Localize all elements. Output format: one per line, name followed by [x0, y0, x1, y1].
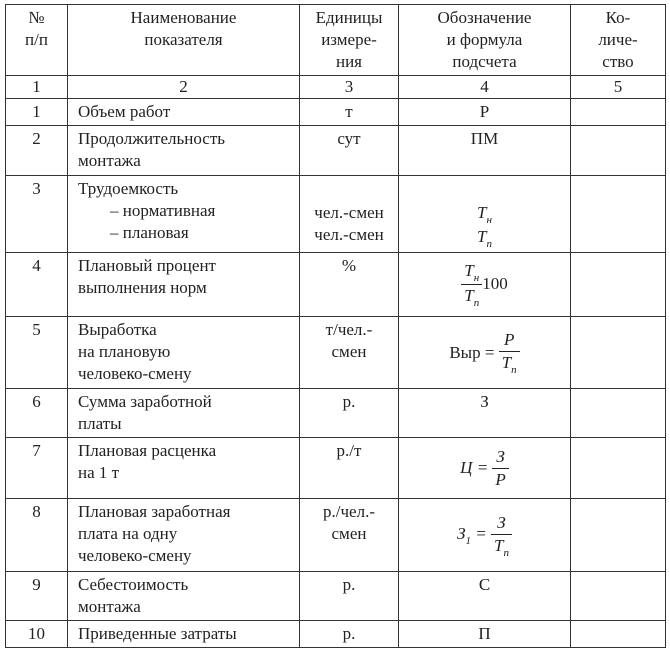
formula-fraction: $\frac{З}{P}$: [492, 446, 508, 491]
row-formula: З: [399, 389, 571, 438]
row-quantity: [571, 126, 666, 175]
row-quantity: [571, 316, 666, 388]
table-row: [6, 126, 666, 175]
table-row: [6, 571, 666, 620]
row-quantity: [571, 620, 666, 647]
row-quantity: [571, 175, 666, 252]
column-numbers-row: [6, 76, 666, 99]
row-number: 5: [6, 316, 68, 388]
row-unit: сут: [300, 126, 399, 175]
table-row: [6, 99, 666, 126]
row-number: 10: [6, 620, 68, 647]
row-formula: $З_1$ = $\frac{З}{T_п}$: [399, 499, 571, 571]
row-quantity: [571, 252, 666, 316]
row-name: Продолжительность монтажа: [68, 126, 300, 175]
row-number: 7: [6, 438, 68, 499]
column-number: 5: [571, 76, 666, 99]
table-row: [6, 316, 666, 388]
row-unit: т/чел.- смен: [300, 316, 399, 388]
header-formula: Обозначение и формула подсчета: [399, 5, 571, 76]
table-row: [6, 389, 666, 438]
formula-fraction: $\frac{З}{T_п}$: [491, 512, 512, 559]
row-number: 1: [6, 99, 68, 126]
table-row: [6, 252, 666, 316]
row-quantity: [571, 499, 666, 571]
table-row: [6, 499, 666, 571]
row-formula: Ц = $\frac{З}{P}$: [399, 438, 571, 499]
row-name: Объем работ: [68, 99, 300, 126]
header-unit: Единицы измере- ния: [300, 5, 399, 76]
row-name: Плановая заработная плата на одну человеко-смену: [68, 499, 300, 571]
row-name: Приведенные затраты: [68, 620, 300, 647]
row-name: Плановая расценка на 1 т: [68, 438, 300, 499]
header-row: [6, 5, 666, 76]
row-name: Трудоемкость – нормативная – плановая: [68, 175, 300, 252]
row-number: 6: [6, 389, 68, 438]
table-row: [6, 620, 666, 647]
row-formula: ПМ: [399, 126, 571, 175]
row-formula: Выр = $\frac{P}{T_п}$: [399, 316, 571, 388]
row-unit: %: [300, 252, 399, 316]
formula-fraction: $\frac{P}{T_п}$: [499, 329, 520, 376]
row-unit: чел.-смен чел.-смен: [300, 175, 399, 252]
row-name: Себестоимость монтажа: [68, 571, 300, 620]
row-formula: П: [399, 620, 571, 647]
row-unit: р.: [300, 389, 399, 438]
column-number: 2: [68, 76, 300, 99]
column-number: 3: [300, 76, 399, 99]
row-number: 8: [6, 499, 68, 571]
row-unit: р.: [300, 571, 399, 620]
header-number: № п/п: [6, 5, 68, 76]
row-name: Плановый процент выполнения норм: [68, 252, 300, 316]
header-quantity: Ко- личе- ство: [571, 5, 666, 76]
row-unit: р./чел.- смен: [300, 499, 399, 571]
row-number: 9: [6, 571, 68, 620]
column-number: 1: [6, 76, 68, 99]
row-name: Выработка на плановую человеко-смену: [68, 316, 300, 388]
table-row: [6, 438, 666, 499]
row-number: 2: [6, 126, 68, 175]
row-unit: р./т: [300, 438, 399, 499]
row-formula: $\frac{T_н}{T_п}$ 100: [399, 252, 571, 316]
row-number: 3: [6, 175, 68, 252]
row-formula: Р: [399, 99, 571, 126]
row-quantity: [571, 438, 666, 499]
row-unit: т: [300, 99, 399, 126]
row-name: Сумма заработной платы: [68, 389, 300, 438]
row-unit: р.: [300, 620, 399, 647]
row-quantity: [571, 99, 666, 126]
row-quantity: [571, 571, 666, 620]
row-number: 4: [6, 252, 68, 316]
table-row: [6, 175, 666, 252]
row-formula: $T_н$ $T_п$: [399, 175, 571, 252]
indicators-table: [5, 4, 666, 648]
row-formula: С: [399, 571, 571, 620]
formula-fraction: $\frac{T_н}{T_п}$: [461, 260, 482, 309]
column-number: 4: [399, 76, 571, 99]
row-quantity: [571, 389, 666, 438]
header-name: Наименование показателя: [68, 5, 300, 76]
